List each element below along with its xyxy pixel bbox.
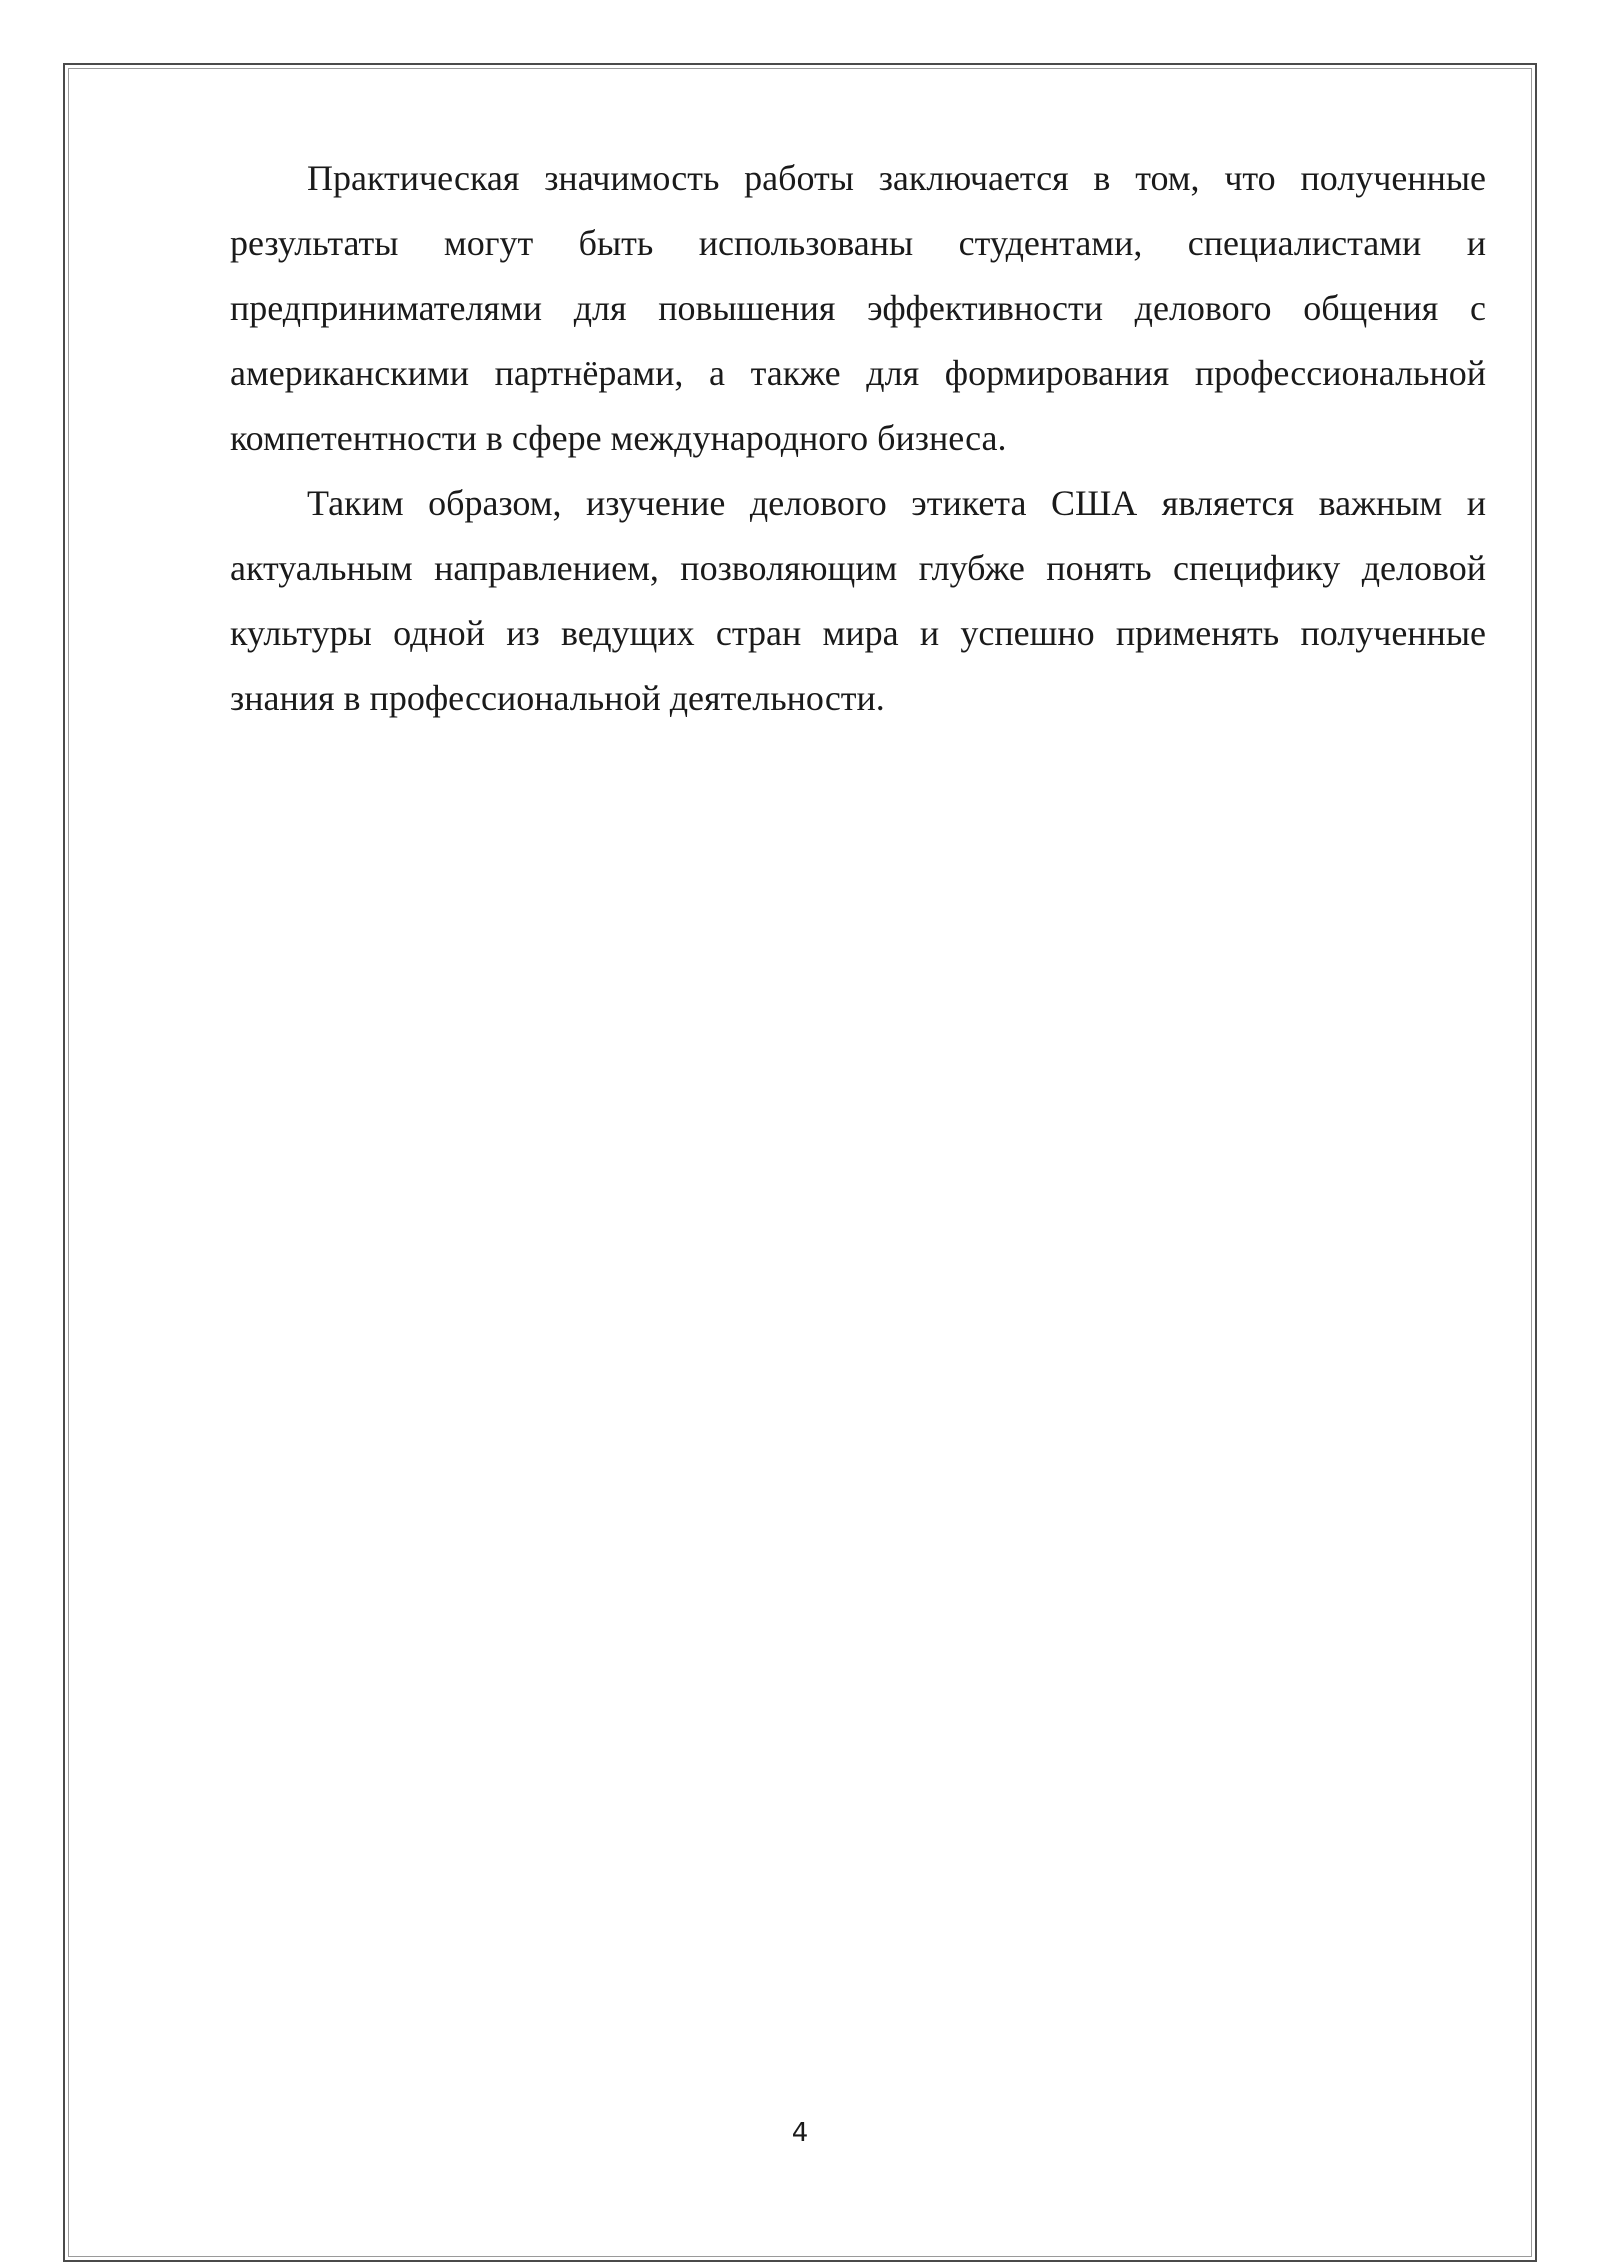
paragraph-practical-significance: Практическая значимость работы заключается в том, что полученные результаты могут быть использованы студентами, специалистами и предпринимателями для повышения эффективности делового общения с американскими партнёрами, а также для формирования профессиональной компетентности в сфере международного бизнеса. xyxy=(230,158,1486,458)
page-number: 4 xyxy=(791,2118,809,2148)
paragraph-conclusion: Таким образом, изучение делового этикета США является важным и актуальным направлением, позволяющим глубже понять специфику деловой культуры одной из ведущих стран мира и успешно применять полученные знания в профессиональной деятельности. xyxy=(230,483,1486,718)
document-body xyxy=(230,146,1486,731)
